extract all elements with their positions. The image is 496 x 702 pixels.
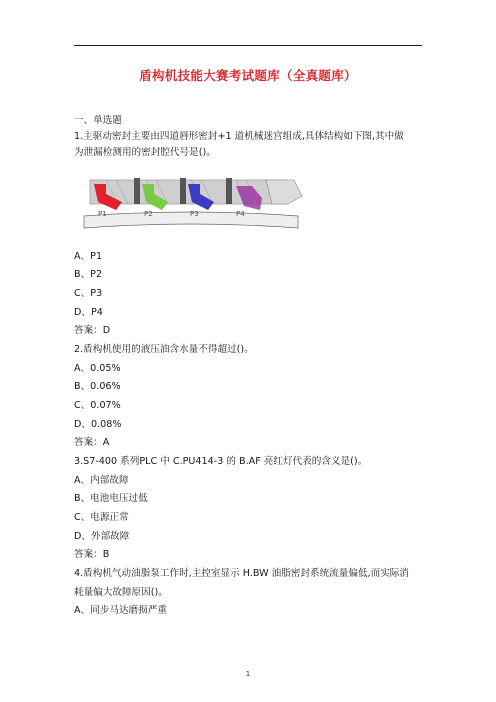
q1-stem-line1: 1.主驱动密封主要由四道唇形密封+1 道机械迷宫组成,具体结构如下图,其中做 (74, 131, 404, 142)
q2-answer: 答案：A (74, 437, 110, 448)
labyrinth (266, 180, 302, 204)
q3-option-c: C、电源正常 (74, 512, 129, 523)
header-rule (74, 45, 422, 46)
q2-stem: 2.盾构机使用的液压油含水量不得超过()。 (74, 344, 254, 355)
label-p3: P3 (190, 210, 199, 218)
q3-option-d: D、外部故障 (74, 531, 130, 542)
q2-option-a: A、0.05% (74, 363, 121, 374)
q2-option-d: D、0.08% (74, 419, 122, 430)
q4-stem-line2: 耗量偏大故障原因()。 (74, 587, 168, 598)
separator-2 (180, 178, 186, 204)
q3-option-a: A、内部故障 (74, 475, 129, 486)
separator-1 (134, 178, 140, 204)
q4-option-a: A、同步马达磨损严重 (74, 605, 167, 616)
q1-option-b: B、P2 (74, 269, 103, 280)
q1-stem-line2: 为泄漏检测用的密封腔代号是()。 (74, 147, 216, 158)
label-p1: P1 (98, 210, 107, 218)
label-p2: P2 (144, 210, 153, 218)
page-number: 1 (245, 670, 251, 678)
seal-structure-figure (76, 176, 304, 236)
label-p4: P4 (236, 210, 245, 218)
q3-option-b: B、电池电压过低 (74, 493, 148, 504)
q4-stem-line1: 4.盾构机气动油脂泵工作时,主控室显示 H.BW 油脂密封系统流量偏低,而实际消 (74, 568, 409, 579)
q1-answer: 答案：D (74, 325, 111, 336)
q1-option-d: D、P4 (74, 307, 103, 318)
q1-option-a: A、P1 (74, 251, 103, 262)
q2-option-c: C、0.07% (74, 400, 121, 411)
q3-answer: 答案：B (74, 549, 110, 560)
q2-option-b: B、0.06% (74, 381, 121, 392)
section-heading: 一、单选题 (74, 115, 122, 126)
document-title: 盾构机技能大赛考试题库（全真题库） (139, 68, 357, 83)
q3-stem: 3.S7-400 系列PLC 中 C.PU414-3 的 B.AF 亮红灯代表的含义是()。 (74, 456, 368, 467)
q1-option-c: C、P3 (74, 288, 103, 299)
separator-3 (226, 178, 232, 204)
